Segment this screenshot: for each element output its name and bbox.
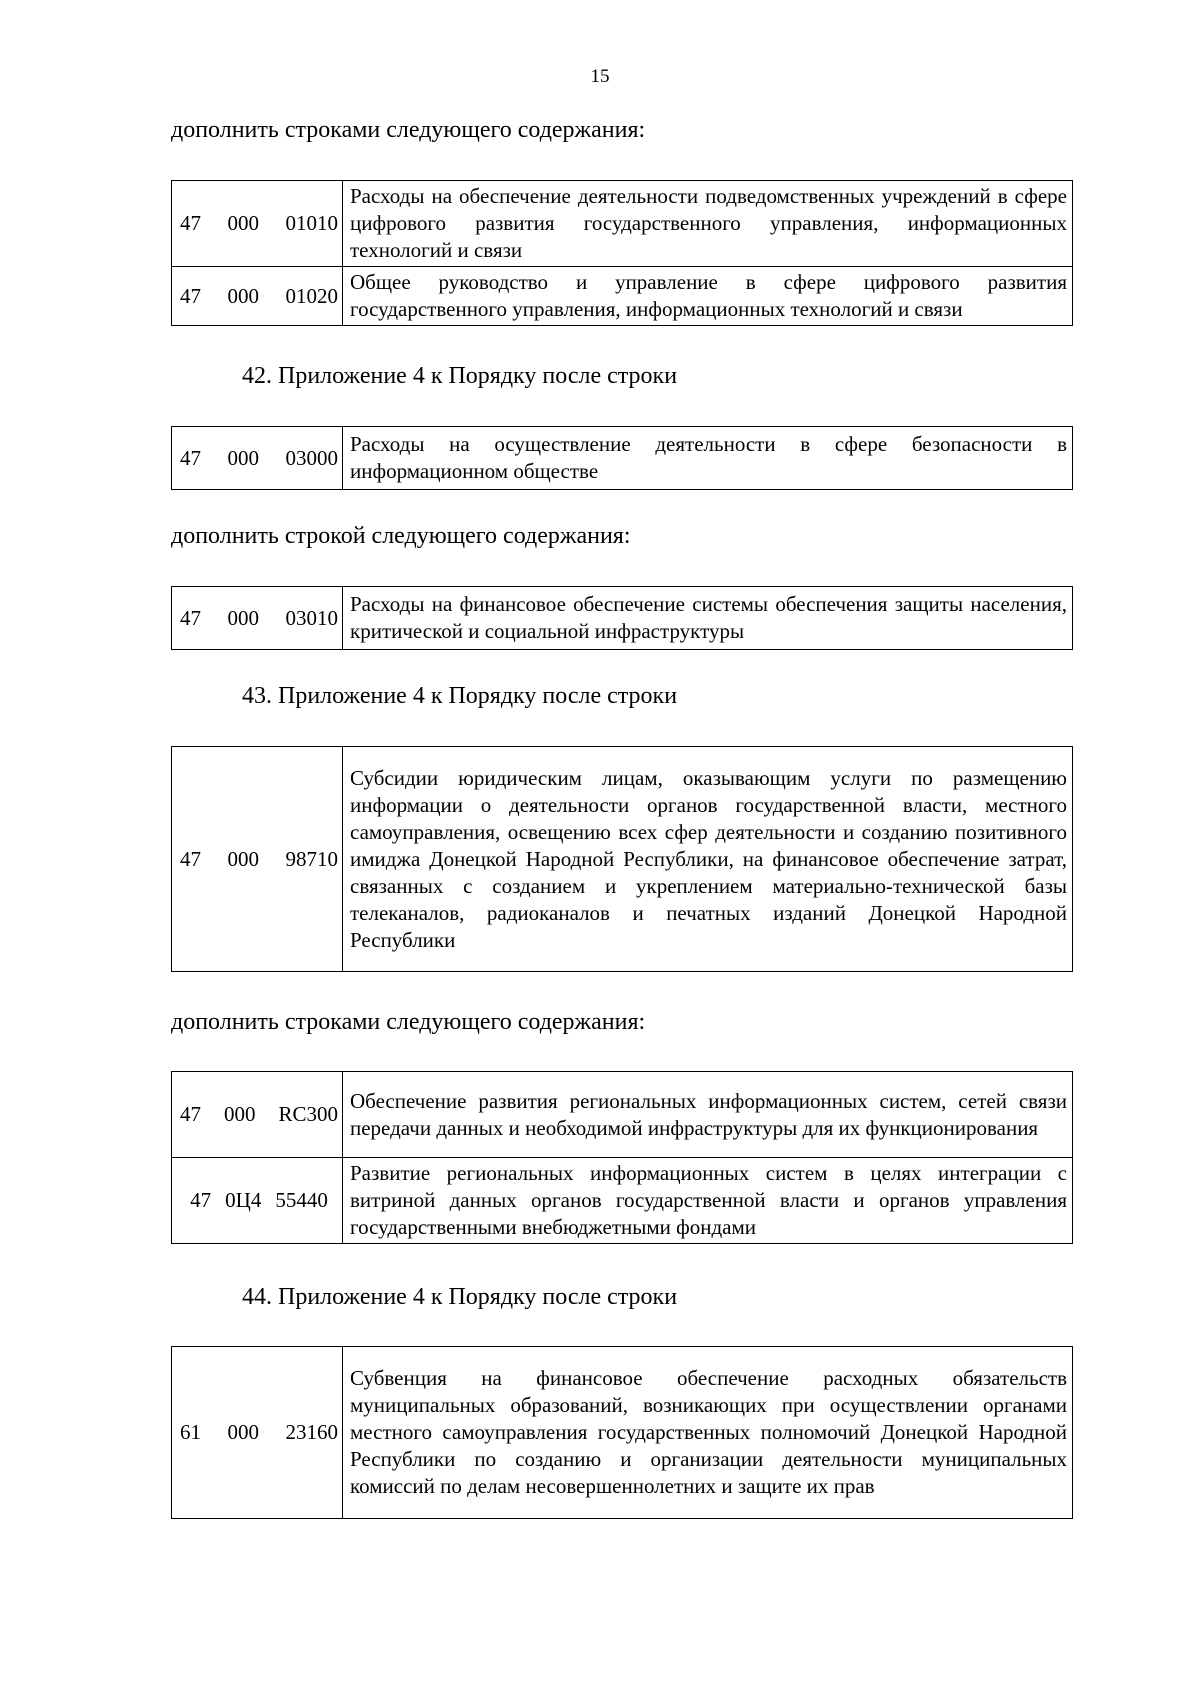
code-part: 000 xyxy=(227,1420,259,1444)
code-part: RC300 xyxy=(278,1102,338,1126)
code-part: 000 xyxy=(227,283,259,308)
code-part: 47 xyxy=(180,283,201,308)
code-part: 98710 xyxy=(285,846,338,871)
code-part: 61 xyxy=(180,1420,201,1444)
code-part: 0Ц4 xyxy=(225,1188,262,1212)
table-row xyxy=(172,1158,1073,1244)
description-cell: Расходы на осуществление деятельности в сфере безопасности в информационном обществе xyxy=(343,427,1073,490)
description-cell: Общее руководство и управление в сфере цифрового развития государственного управления, информационных технологий и связи xyxy=(343,267,1073,326)
code-cell xyxy=(172,1072,343,1158)
table-row xyxy=(172,747,1073,972)
code-cell xyxy=(172,747,343,972)
description-cell: Обеспечение развития региональных информационных систем, сетей связи передачи данных и необходимой инфраструктуры для их функционирования xyxy=(343,1072,1073,1158)
code-part: 000 xyxy=(227,605,259,630)
table-row xyxy=(172,587,1073,650)
codes-table-3 xyxy=(171,586,1073,650)
table-row xyxy=(172,1072,1073,1158)
code-cell xyxy=(172,1158,343,1244)
heading-44: 44. Приложение 4 к Порядку после строки xyxy=(242,1284,678,1310)
code-part: 47 xyxy=(180,1102,201,1126)
paragraph-add-rows-1: дополнить строками следующего содержания: xyxy=(171,117,646,143)
code-part: 01020 xyxy=(285,283,338,308)
code-part: 55440 xyxy=(275,1188,328,1212)
code-part: 000 xyxy=(227,445,259,470)
description-cell: Расходы на финансовое обеспечение системы обеспечения защиты населения, критической и социальной инфраструктуры xyxy=(343,587,1073,650)
description-cell: Расходы на обеспечение деятельности подведомственных учреждений в сфере цифрового развития государственного управления, информационных технологий и связи xyxy=(343,181,1073,267)
codes-table-4 xyxy=(171,746,1073,972)
codes-table-2 xyxy=(171,426,1073,490)
code-cell xyxy=(172,181,343,267)
code-part: 01010 xyxy=(285,211,338,235)
code-part: 000 xyxy=(223,1102,256,1126)
code-part: 47 xyxy=(180,605,201,630)
code-part: 47 xyxy=(180,846,201,871)
code-part: 23160 xyxy=(285,1420,338,1444)
codes-table-5 xyxy=(171,1071,1073,1244)
code-part: 03000 xyxy=(285,445,338,470)
description-cell: Субсидии юридическим лицам, оказывающим услуги по размещению информации о деятельности органов государственной власти, местного самоуправления, освещению всех сфер деятельности и созданию позитивного имиджа Донецкой Народной Республики, на финансовое обеспечение затрат, связанных с созданием и укреплением материально-технической базы телеканалов, радиоканалов и печатных изданий Донецкой Народной Республики xyxy=(343,747,1073,972)
page-number: 15 xyxy=(590,66,610,87)
code-part: 000 xyxy=(227,846,259,871)
code-cell xyxy=(172,267,343,326)
heading-42: 42. Приложение 4 к Порядку после строки xyxy=(242,363,678,389)
paragraph-add-row: дополнить строкой следующего содержания: xyxy=(171,523,631,549)
description-cell: Субвенция на финансовое обеспечение расходных обязательств муниципальных образований, возникающих при осуществлении органами местного самоуправления государственных полномочий Донецкой Народной Республики по созданию и организации деятельности муниципальных комиссий по делам несовершеннолетних и защите их прав xyxy=(343,1347,1073,1519)
code-part: 03010 xyxy=(285,605,338,630)
table-row xyxy=(172,181,1073,267)
code-part: 47 xyxy=(190,1188,212,1212)
code-cell xyxy=(172,427,343,490)
table-row xyxy=(172,427,1073,490)
code-part: 000 xyxy=(227,211,259,235)
paragraph-add-rows-2: дополнить строками следующего содержания: xyxy=(171,1009,646,1035)
table-row xyxy=(172,267,1073,326)
code-cell xyxy=(172,587,343,650)
heading-43: 43. Приложение 4 к Порядку после строки xyxy=(242,683,678,709)
codes-table-1 xyxy=(171,180,1073,326)
codes-table-6 xyxy=(171,1346,1073,1519)
description-cell: Развитие региональных информационных систем в целях интеграции с витриной данных органов государственной власти и органов управления государственными внебюджетными фондами xyxy=(343,1158,1073,1244)
code-part: 47 xyxy=(180,211,201,235)
code-part: 47 xyxy=(180,445,201,470)
code-cell xyxy=(172,1347,343,1519)
table-row xyxy=(172,1347,1073,1519)
